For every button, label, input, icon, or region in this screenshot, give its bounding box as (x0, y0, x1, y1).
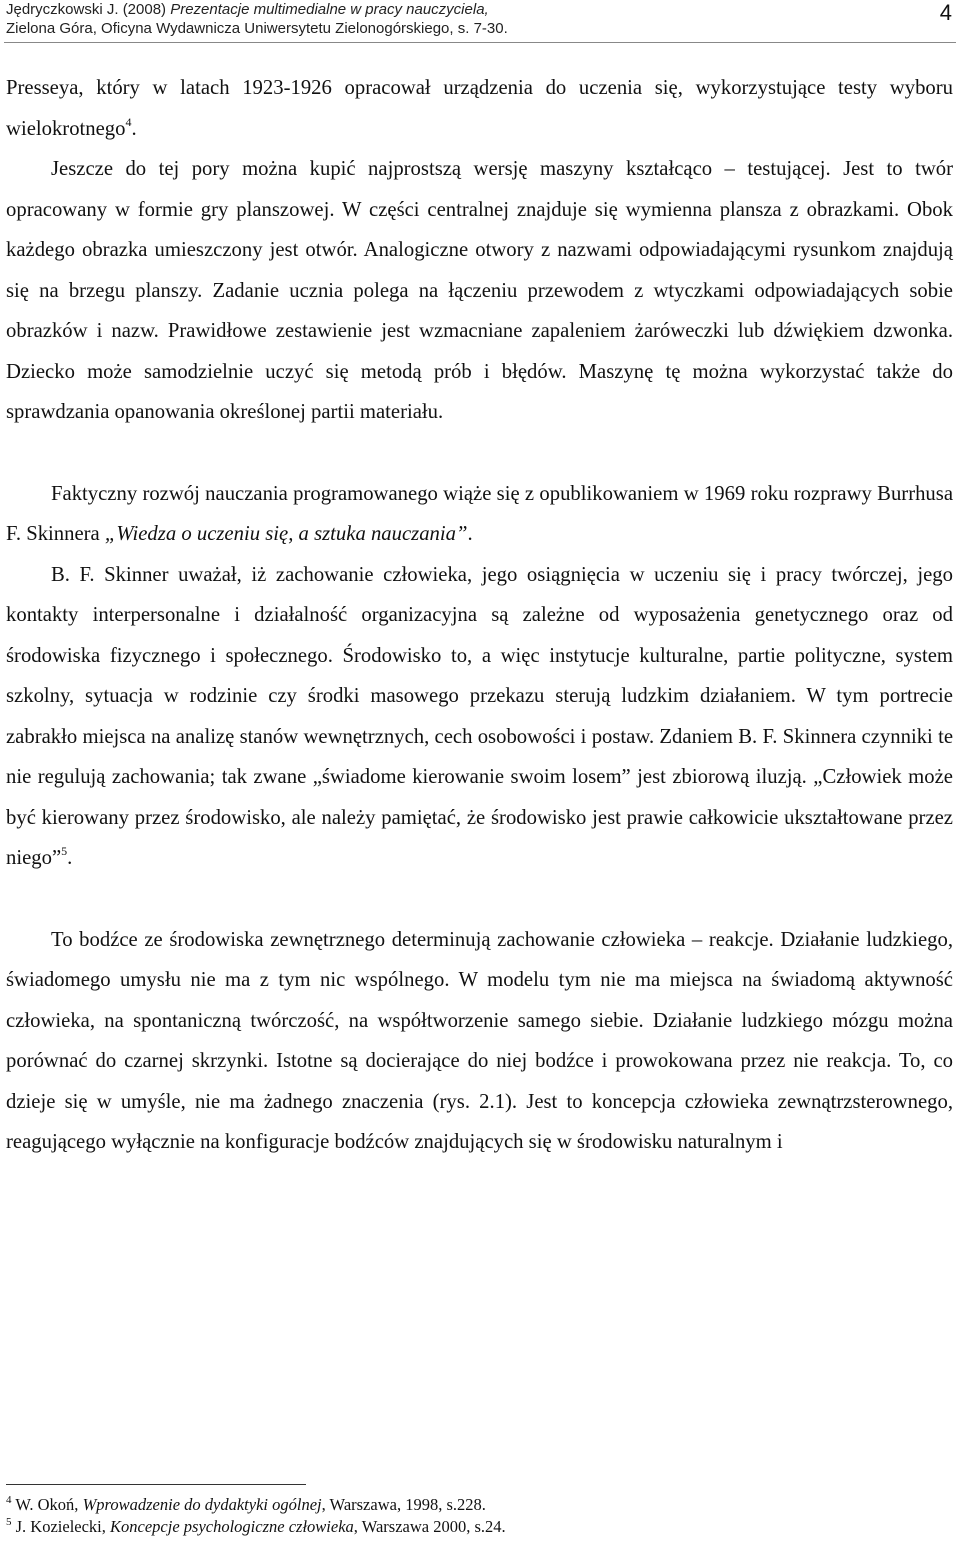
paragraph-3 (6, 474, 953, 555)
running-header (6, 0, 886, 38)
paragraph-3-text: Faktyczny rozwój nauczania programowanego wiąże się z opublikowaniem w 1969 roku rozprawy Burrhusa F. Skinnera (6, 482, 953, 545)
footnote-4 (6, 1494, 946, 1516)
paragraph-1-end: . (131, 117, 137, 140)
header-book-title: Prezentacje multimedialne w pracy nauczyciela, (170, 1, 489, 18)
footnote-ref-4[interactable]: 4 (125, 114, 132, 129)
footnote-author: W. Okoń, (15, 1495, 83, 1514)
paragraph-4 (6, 555, 953, 879)
footnote-ref-5[interactable]: 5 (61, 844, 68, 858)
footnote-author: J. Kozielecki, (15, 1517, 111, 1536)
header-divider (4, 42, 956, 43)
header-citation-line-1 (6, 0, 886, 19)
footnote-title: Wprowadzenie do dydaktyki ogólnej (82, 1495, 322, 1514)
main-text (6, 68, 953, 1163)
footnote-5 (6, 1516, 946, 1538)
paragraph-1 (6, 68, 953, 149)
footnote-number: 4 (6, 1494, 12, 1506)
footnote-title: Koncepcje psychologiczne człowieka (110, 1517, 354, 1536)
paragraph-4-end: . (67, 847, 73, 869)
book-title-reference: „Wiedza o uczeniu się, a sztuka nauczania” (104, 523, 468, 545)
paragraph-4-text: B. F. Skinner uważał, iż zachowanie człowieka, jego osiągnięcia w uczeniu się i pracy twórczej, jego kontakty interpersonalne i działalność organizacyjna są zależne od wyposażenia genetycznego oraz od środowiska fizycznego i społecznego. Środowisko to, a więc instytucje kulturalne, partie polityczne, system szkolny, sytuacja w rodzinie czy środki masowego przekazu sterują ludzkim działaniem. W tym portrecie zabrakło miejsca na analizę stanów wewnętrznych, cech osobowości i postaw. Zdaniem B. F. Skinnera czynniki te nie regulują zachowania; tak zwane „świadome kierowanie swoim losem” jest zbiorową iluzją. „Człowiek może być kierowany przez środowisko, ale należy pamiętać, że środowisko jest prawie całkowicie ukształtowane przez niego” (6, 563, 953, 869)
header-author-year: Jędryczkowski J. (2008) (6, 1, 171, 18)
page-number: 4 (939, 0, 952, 25)
paragraph-5: To bodźce ze środowiska zewnętrznego determinują zachowanie człowieka – reakcje. Działanie ludzkiego, świadomego umysłu nie ma z tym nic wspólnego. W modelu tym nie ma miejsca na świadomą aktywność człowieka, na spontaniczną twórczość, na współtworzenie samego siebie. Działanie ludzkiego mózgu można porównać do czarnej skrzynki. Istotne są docierające do niej bodźce i prowokowana przez nie reakcja. To, co dzieje się w umyśle, nie ma żadnego znaczenia (rys. 2.1). Jest to koncepcja człowieka zewnątrzsterownego, reagującego wyłącznie na konfiguracje bodźców znajdujących się w środowisku naturalnym i (6, 928, 953, 1153)
header-citation-line-2: Zielona Góra, Oficyna Wydawnicza Uniwersytetu Zielonogórskiego, s. 7-30. (6, 20, 508, 37)
footnotes (6, 1494, 946, 1538)
footnote-details: , Warszawa 2000, s.24. (353, 1517, 506, 1536)
paragraph-1-text: Presseya, który w latach 1923-1926 opracował urządzenia do uczenia się, wykorzystujące testy wyboru wielokrotnego (6, 77, 953, 140)
footnote-divider (6, 1484, 306, 1485)
paragraph-3-end: . (467, 523, 473, 545)
footnote-details: , Warszawa, 1998, s.228. (321, 1495, 486, 1514)
paragraph-2: Jeszcze do tej pory można kupić najprostszą wersję maszyny kształcąco – testującej. Jest to twór opracowany w formie gry planszowej. W części centralnej znajduje się wymienna plansza z obrazkami. Obok każdego obrazka umieszczony jest otwór. Analogiczne otwory z nazwami odpowiadającymi rysunkom znajdują się na brzegu planszy. Zadanie ucznia polega na łączeniu przewodem z wtyczkami odpowiadających sobie obrazków i nazw. Prawidłowe zestawienie jest wzmacniane zapaleniem żaróweczki lub dźwiękiem dzwonka. Dziecko może samodzielnie uczyć się metodą prób i błędów. Maszynę tę można wykorzystać także do sprawdzania opanowania określonej partii materiału. (6, 158, 953, 423)
footnote-number: 5 (6, 1516, 12, 1528)
